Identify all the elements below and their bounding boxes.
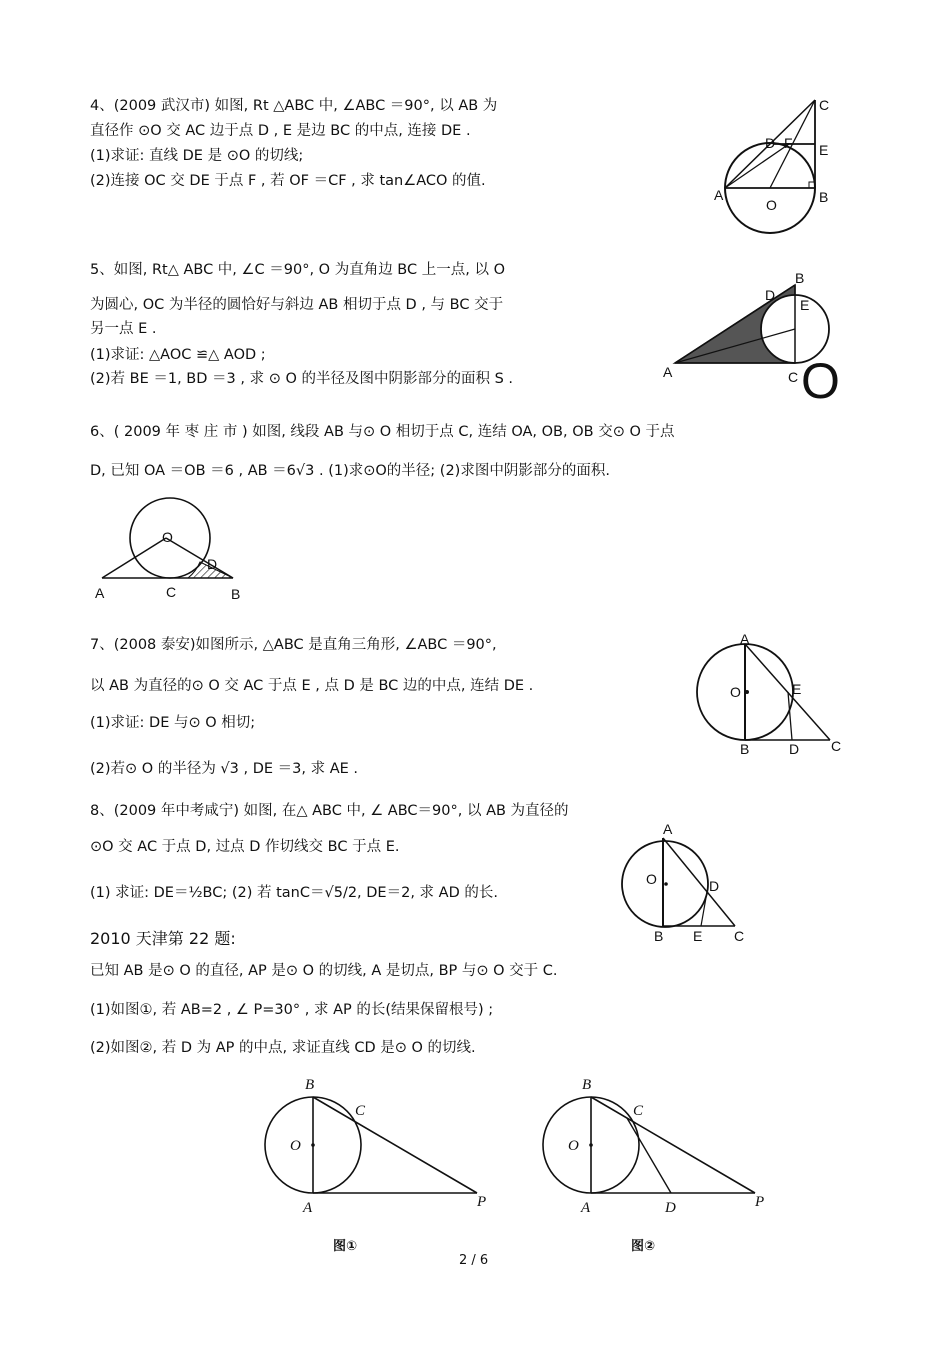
figure-7	[690, 630, 850, 760]
p5-line5: (2)若 BE ＝1, BD ＝3 , 求 ⊙ O 的半径及图中阴影部分的面积 S .	[90, 371, 514, 387]
f6-label-b: B	[231, 586, 241, 602]
p8-line3: (1) 求证: DE＝½BC; (2) 若 tanC＝√5/2, DE＝2, 求 AD 的长.	[90, 885, 498, 901]
figure-4	[705, 90, 845, 240]
f5-label-a: A	[663, 364, 673, 380]
f10-label-p: P	[755, 1194, 765, 1210]
f4-label-d: D	[765, 135, 776, 151]
f4-label-f: F	[784, 135, 793, 151]
f4-label-a: A	[714, 187, 724, 203]
f4-label-e: E	[819, 142, 829, 158]
f9-label-a: A	[303, 1200, 313, 1216]
p8-line1: 8、(2009 年中考咸宁) 如图, 在△ ABC 中, ∠ ABC＝90°, 以 AB 为直径的	[90, 803, 569, 819]
f10-label-c: C	[633, 1103, 644, 1119]
f9-label-o: O	[290, 1138, 301, 1154]
p7-line1: 7、(2008 泰安)如图所示, △ABC 是直角三角形, ∠ABC ＝90°,	[90, 637, 497, 653]
f10-label-d: D	[665, 1200, 676, 1216]
f7-label-d: D	[789, 741, 800, 757]
f8-label-b: B	[654, 928, 664, 944]
f8-label-o: O	[646, 871, 657, 887]
f5-label-c: C	[788, 369, 799, 385]
f4-label-o: O	[766, 197, 777, 213]
tj-line3: (2)如图②, 若 D 为 AP 的中点, 求证直线 CD 是⊙ O 的切线.	[90, 1040, 476, 1056]
p7-line2: 以 AB 为直径的⊙ O 交 AC 于点 E , 点 D 是 BC 边的中点, 连结 DE .	[90, 678, 534, 694]
caption-figure-2: 图②	[631, 1239, 656, 1254]
tj-line2: (1)如图①, 若 AB=2 , ∠ P=30° , 求 AP 的长(结果保留根号) ;	[90, 1002, 494, 1018]
figure-6	[90, 490, 260, 605]
f8-label-e: E	[693, 928, 703, 944]
p4-line1: 4、(2009 武汉市) 如图, Rt △ABC 中, ∠ABC ＝90°, 以 AB 为	[90, 98, 498, 114]
f8-label-a: A	[663, 821, 673, 837]
p4-line3: (1)求证: 直线 DE 是 ⊙O 的切线;	[90, 148, 304, 164]
p5-line1: 5、如图, Rt△ ABC 中, ∠C ＝90°, O 为直角边 BC 上一点, 以 O	[90, 262, 505, 278]
f9-label-c: C	[355, 1103, 366, 1119]
f9-label-p: P	[477, 1194, 487, 1210]
p7-line4: (2)若⊙ O 的半径为 √3 , DE ＝3, 求 AE .	[90, 761, 359, 777]
f6-label-o: O	[162, 529, 173, 545]
figure-tianjin-2	[535, 1070, 785, 1225]
p6-line2: D, 已知 OA ＝OB ＝6 , AB ＝6√3 . (1)求⊙O的半径; (2)求图中阴影部分的面积.	[90, 463, 610, 479]
tianjin-heading: 2010 天津第 22 题:	[90, 929, 236, 948]
p4-line4: (2)连接 OC 交 DE 于点 F , 若 OF ＝CF , 求 tan∠ACO 的值.	[90, 173, 486, 189]
p5-line2: 为圆心, OC 为半径的圆恰好与斜边 AB 相切于点 D , 与 BC 交于	[90, 297, 504, 313]
f6-label-d: D	[207, 556, 218, 572]
f5-label-d: D	[765, 287, 776, 303]
f10-label-o: O	[568, 1138, 579, 1154]
f6-label-a: A	[95, 585, 105, 601]
f8-label-c: C	[734, 928, 745, 944]
f7-label-a: A	[740, 631, 750, 647]
p6-line1: 6、( 2009 年 枣 庄 市 ) 如图, 线段 AB 与⊙ O 相切于点 C, 连结 OA, OB, OB 交⊙ O 于点	[90, 424, 675, 440]
p8-line2: ⊙O 交 AC 于点 D, 过点 D 作切线交 BC 于点 E.	[90, 839, 400, 855]
f6-label-c: C	[166, 584, 177, 600]
f10-label-b: B	[582, 1077, 592, 1093]
f8-label-d: D	[709, 878, 720, 894]
figure-5	[655, 265, 875, 405]
f4-label-c: C	[819, 97, 830, 113]
tj-line1: 已知 AB 是⊙ O 的直径, AP 是⊙ O 的切线, A 是切点, BP 与⊙ O 交于 C.	[90, 963, 558, 979]
p7-line3: (1)求证: DE 与⊙ O 相切;	[90, 715, 256, 731]
f7-label-b: B	[740, 741, 750, 757]
f5-label-o: O	[801, 353, 840, 405]
p4-line2: 直径作 ⊙O 交 AC 边于点 D , E 是边 BC 的中点, 连接 DE .	[90, 123, 471, 139]
p5-line3: 另一点 E .	[90, 321, 157, 337]
f5-label-b: B	[795, 270, 805, 286]
f5-label-e: E	[800, 297, 810, 313]
f9-label-b: B	[305, 1077, 315, 1093]
f7-label-c: C	[831, 738, 842, 754]
f10-label-a: A	[581, 1200, 591, 1216]
caption-figure-1: 图①	[333, 1239, 358, 1254]
figure-8	[615, 820, 765, 950]
f4-label-b: B	[819, 189, 829, 205]
f7-label-e: E	[792, 681, 802, 697]
page-number: 2 / 6	[459, 1253, 489, 1268]
f7-label-o: O	[730, 684, 741, 700]
figure-tianjin-1	[255, 1070, 505, 1225]
p5-line4: (1)求证: △AOC ≌△ AOD ;	[90, 347, 266, 363]
